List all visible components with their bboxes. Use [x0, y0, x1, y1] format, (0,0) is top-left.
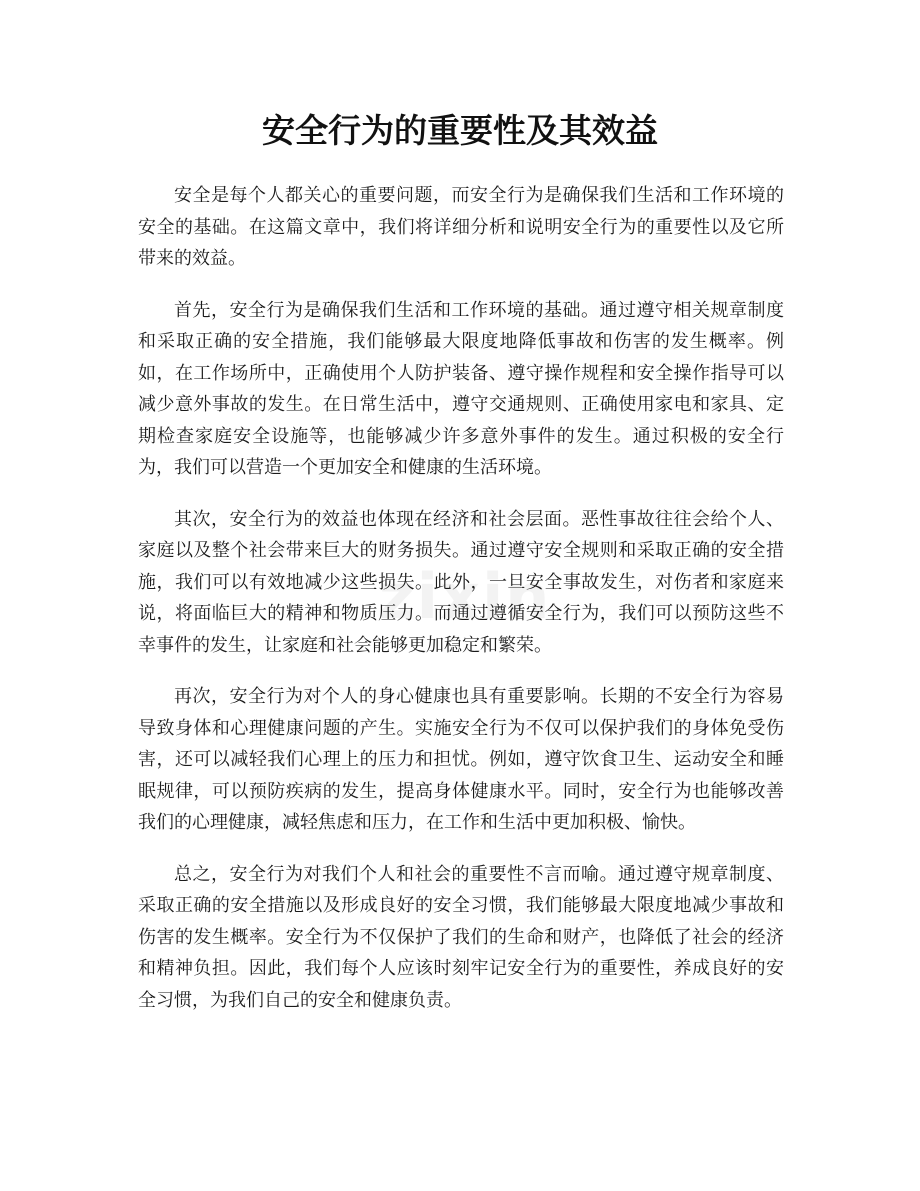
document-title: 安全行为的重要性及其效益: [262, 111, 658, 150]
paragraph-second: 其次，安全行为的效益也体现在经济和社会层面。恶性事故往往会给个人、家庭以及整个社会带来巨大的财务损失。通过遵守安全规则和采取正确的安全措施，我们可以有效地减少这些损失。此外，一旦安全事故发生，对伤者和家庭来说，将面临巨大的精神和物质压力。而通过遵循安全行为，我们可以预防这些不幸事件的发生，让家庭和社会能够更加稳定和繁荣。: [138, 508, 784, 656]
document-body: [138, 180, 784, 1036]
paragraph-intro: 安全是每个人都关心的重要问题，而安全行为是确保我们生活和工作环境的安全的基础。在这篇文章中，我们将详细分析和说明安全行为的重要性以及它所带来的效益。: [138, 185, 784, 269]
paragraph-first: 首先，安全行为是确保我们生活和工作环境的基础。通过遵守相关规章制度和采取正确的安全措施，我们能够最大限度地降低事故和伤害的发生概率。例如，在工作场所中，正确使用个人防护装备、遵守操作规程和安全操作指导可以减少意外事故的发生。在日常生活中，遵守交通规则、正确使用家电和家具、定期检查家庭安全设施等，也能够减少许多意外事件的发生。通过积极的安全行为，我们可以营造一个更加安全和健康的生活环境。: [138, 299, 784, 478]
paragraph-conclusion: 总之，安全行为对我们个人和社会的重要性不言而喻。通过遵守规章制度、采取正确的安全措施以及形成良好的安全习惯，我们能够最大限度地减少事故和伤害的发生概率。安全行为不仅保护了我们的生命和财产，也降低了社会的经济和精神负担。因此，我们每个人应该时刻牢记安全行为的重要性，养成良好的安全习惯，为我们自己的安全和健康负责。: [138, 863, 784, 1011]
watermark: zixin: [378, 560, 552, 633]
paragraph-third: 再次，安全行为对个人的身心健康也具有重要影响。长期的不安全行为容易导致身体和心理健康问题的产生。实施安全行为不仅可以保护我们的身体免受伤害，还可以减轻我们心理上的压力和担忧。例如，遵守饮食卫生、运动安全和睡眠规律，可以预防疾病的发生，提高身体健康水平。同时，安全行为也能够改善我们的心理健康，减轻焦虑和压力，在工作和生活中更加积极、愉快。: [138, 686, 784, 833]
